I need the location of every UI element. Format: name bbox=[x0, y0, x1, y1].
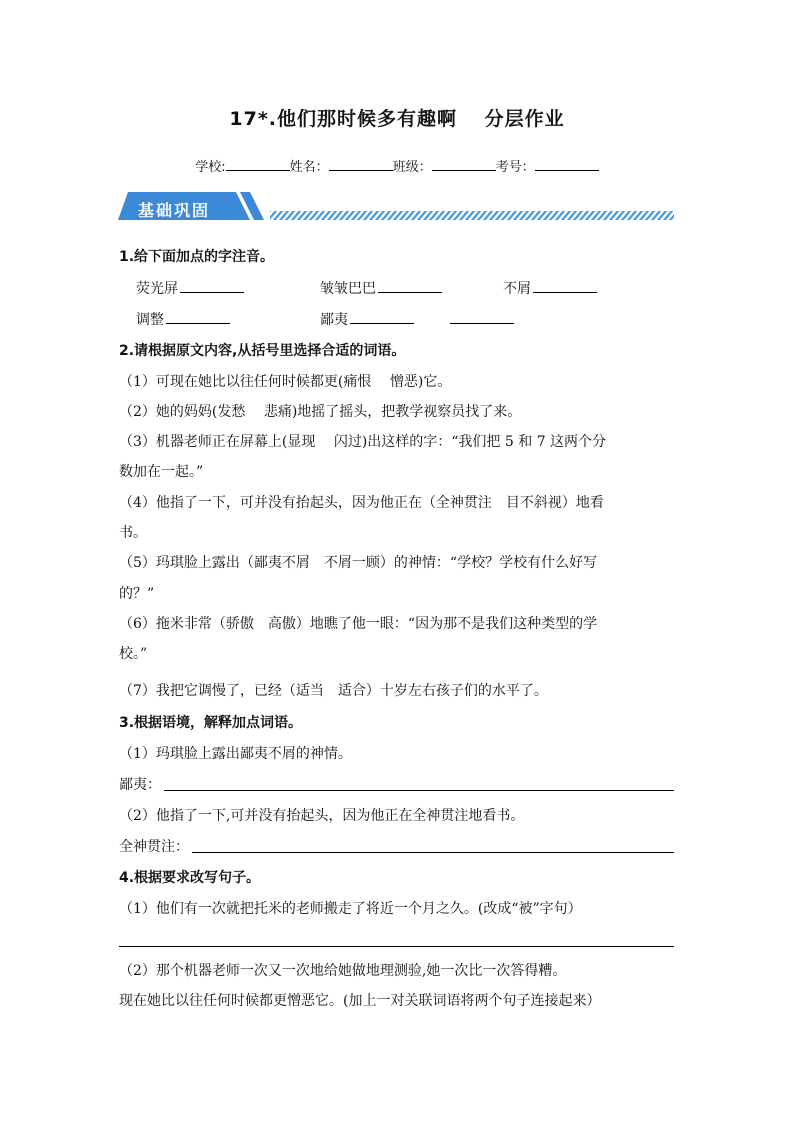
q4-heading: 4.根据要求改写句子。 bbox=[119, 870, 261, 886]
q4-item-2: （2）那个机器老师一次又一次地给她做地理测验,她一次比一次答得糟。 bbox=[119, 963, 567, 979]
name-field[interactable] bbox=[329, 158, 393, 171]
q1-heading: 1.给下面加点的字注音。 bbox=[119, 249, 275, 265]
name-label: 姓名： bbox=[289, 160, 329, 175]
q1-item-5 bbox=[320, 309, 414, 329]
q1-item-2 bbox=[320, 278, 442, 298]
class-label: 班级： bbox=[392, 160, 432, 175]
q2-line: 的？” bbox=[119, 586, 155, 602]
q2-line: （5）玛琪脸上露出（鄙夷不屑 不屑一顾）的神情：“学校？学校有什么好写 bbox=[119, 555, 598, 571]
q2-line: （2）她的妈妈(发愁 悲痛)地摇了摇头，把教学视察员找了来。 bbox=[119, 404, 522, 420]
q3-heading: 3.根据语境，解释加点词语。 bbox=[119, 715, 303, 731]
section-label: 基础巩固 bbox=[138, 201, 211, 220]
q1-item-6 bbox=[448, 309, 514, 328]
answer-line[interactable] bbox=[192, 852, 674, 853]
q1-item-1 bbox=[136, 278, 244, 298]
exam-number-field[interactable] bbox=[535, 158, 599, 171]
q4-item-1: （1）他们有一次就把托米的老师搬走了将近一个月之久。(改成“被”字句） bbox=[119, 901, 582, 917]
answer-blank[interactable] bbox=[350, 309, 414, 324]
q2-line: （7）我把它调慢了，已经（适当 适合）十岁左右孩子们的水平了。 bbox=[119, 683, 548, 699]
school-field[interactable] bbox=[226, 158, 290, 171]
q2-line: （6）拖米非常（骄傲 高傲）地瞧了他一眼：“因为那不是我们这种类型的学 bbox=[119, 616, 598, 632]
class-field[interactable] bbox=[432, 158, 496, 171]
student-info-line bbox=[0, 156, 794, 175]
q1-word: 皱皱巴巴 bbox=[320, 281, 376, 297]
q2-heading: 2.请根据原文内容,从括号里选择合适的词语。 bbox=[119, 343, 406, 359]
q1-item-3 bbox=[503, 278, 597, 298]
q1-word: 鄙夷 bbox=[320, 312, 348, 328]
answer-line[interactable] bbox=[164, 790, 674, 791]
q3-label-2: 全神贯注： bbox=[119, 839, 189, 855]
exam-number-label: 考号： bbox=[495, 160, 535, 175]
q2-line: （1）可现在她比以往任何时候都更(痛恨 憎恶)它。 bbox=[119, 374, 452, 390]
q4-item-2-instruction: 现在她比以往任何时候都更憎恶它。(加上一对关联词语将两个句子连接起来） bbox=[119, 993, 601, 1009]
q2-line: 数加在一起。” bbox=[119, 464, 204, 480]
q2-line: （3）机器老师正在屏幕上(显现 闪过)出这样的字：“我们把 5 和 7 这两个分 bbox=[119, 434, 607, 450]
answer-line[interactable] bbox=[119, 946, 674, 947]
q1-word: 不屑 bbox=[503, 281, 531, 297]
answer-blank[interactable] bbox=[450, 309, 514, 324]
q1-item-4 bbox=[136, 309, 230, 329]
school-label: 学校: bbox=[195, 160, 226, 175]
page-title: 17*.他们那时候多有趣啊 分层作业 bbox=[229, 108, 565, 130]
q2-line: 书。 bbox=[119, 525, 147, 541]
q3-label-1: 鄙夷： bbox=[119, 777, 161, 793]
q1-word: 调整 bbox=[136, 312, 164, 328]
q2-line: （4）他指了一下，可并没有抬起头，因为他正在（全神贯注 目不斜视）地看 bbox=[119, 495, 604, 511]
answer-blank[interactable] bbox=[533, 278, 597, 293]
q3-item-2: （2）他指了一下,可并没有抬起头，因为他正在全神贯注地看书。 bbox=[119, 808, 525, 824]
answer-blank[interactable] bbox=[166, 309, 230, 324]
q1-word: 荧光屏 bbox=[136, 281, 178, 297]
q3-item-1: （1）玛琪脸上露出鄙夷不屑的神情。 bbox=[119, 746, 352, 762]
answer-blank[interactable] bbox=[378, 278, 442, 293]
q2-line: 校。” bbox=[119, 646, 148, 662]
answer-blank[interactable] bbox=[180, 278, 244, 293]
